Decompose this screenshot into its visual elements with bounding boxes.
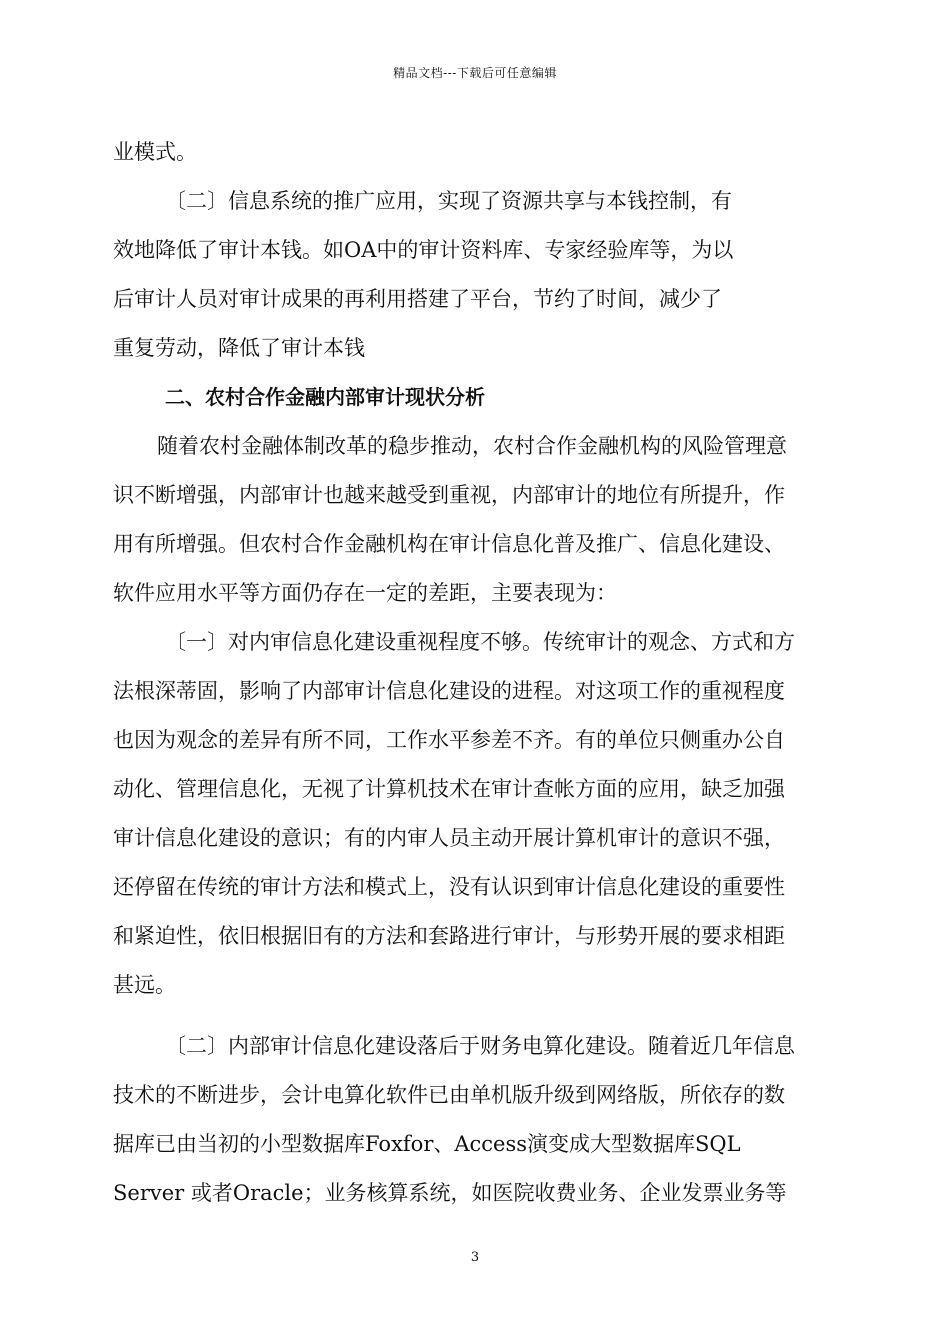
text-line: 也因为观念的差异有所不同，工作水平参差不齐。有的单位只侧重办公自 — [113, 728, 785, 752]
text-line: 审计信息化建设的意识；有的内审人员主动开展计算机审计的意识不强， — [113, 826, 785, 850]
document-body — [113, 128, 838, 1218]
page-number: 3 — [470, 1250, 480, 1265]
text-line: 业模式。 — [113, 140, 197, 164]
text-line: 法根深蒂固，影响了内部审计信息化建设的进程。对这项工作的重视程度 — [113, 679, 785, 703]
paragraph-gap — [113, 1010, 838, 1022]
text-line: 〔二〕信息系统的推广应用，实现了资源共享与本钱控制，有 — [165, 189, 732, 213]
text-line: 效地降低了审计本钱。如OA中的审计资料库、专家经验库等，为以 — [113, 238, 734, 262]
text-line: Server 或者Oracle；业务核算系统，如医院收费业务、企业发票业务等 — [113, 1181, 787, 1205]
page-header: 精品文档---下载后可任意编辑 — [393, 66, 557, 80]
paragraph-item-1 — [113, 618, 838, 1010]
text-line: 〔一〕对内审信息化建设重视程度不够。传统审计的观念、方式和方 — [165, 630, 795, 654]
text-line: 动化、管理信息化，无视了计算机技术在审计查帐方面的应用，缺乏加强 — [113, 777, 785, 801]
text-line: 随着农村金融体制改革的稳步推动，农村合作金融机构的风险管理意 — [157, 434, 787, 458]
text-line: 识不断增强，内部审计也越来越受到重视，内部审计的地位有所提升，作 — [113, 483, 785, 507]
paragraph-intro — [113, 128, 838, 177]
text-line: 和紧迫性，依旧根据旧有的方法和套路进行审计，与形势开展的要求相距 — [113, 924, 785, 948]
text-line: 后审计人员对审计成果的再利用搭建了平台，节约了时间，减少了 — [113, 287, 722, 311]
paragraph-item-2 — [113, 1022, 838, 1218]
text-line: 技术的不断进步，会计电算化软件已由单机版升级到网络版，所依存的数 — [113, 1083, 785, 1107]
paragraph-info-system — [113, 177, 838, 373]
text-line: 还停留在传统的审计方法和模式上，没有认识到审计信息化建设的重要性 — [113, 875, 785, 899]
text-line: 软件应用水平等方面仍存在一定的差距，主要表现为： — [113, 581, 617, 605]
section-heading: 二、农村合作金融内部审计现状分析 — [165, 385, 485, 409]
paragraph-overview — [113, 422, 838, 618]
text-line: 〔二〕内部审计信息化建设落后于财务电算化建设。随着近几年信息 — [165, 1034, 795, 1058]
text-line: 用有所增强。但农村合作金融机构在审计信息化普及推广、信息化建设、 — [113, 532, 785, 556]
text-line: 据库已由当初的小型数据库Foxfor、Access演变成大型数据库SQL — [113, 1132, 741, 1156]
text-line: 重复劳动，降低了审计本钱 — [113, 336, 365, 360]
text-line: 甚远。 — [113, 973, 176, 997]
